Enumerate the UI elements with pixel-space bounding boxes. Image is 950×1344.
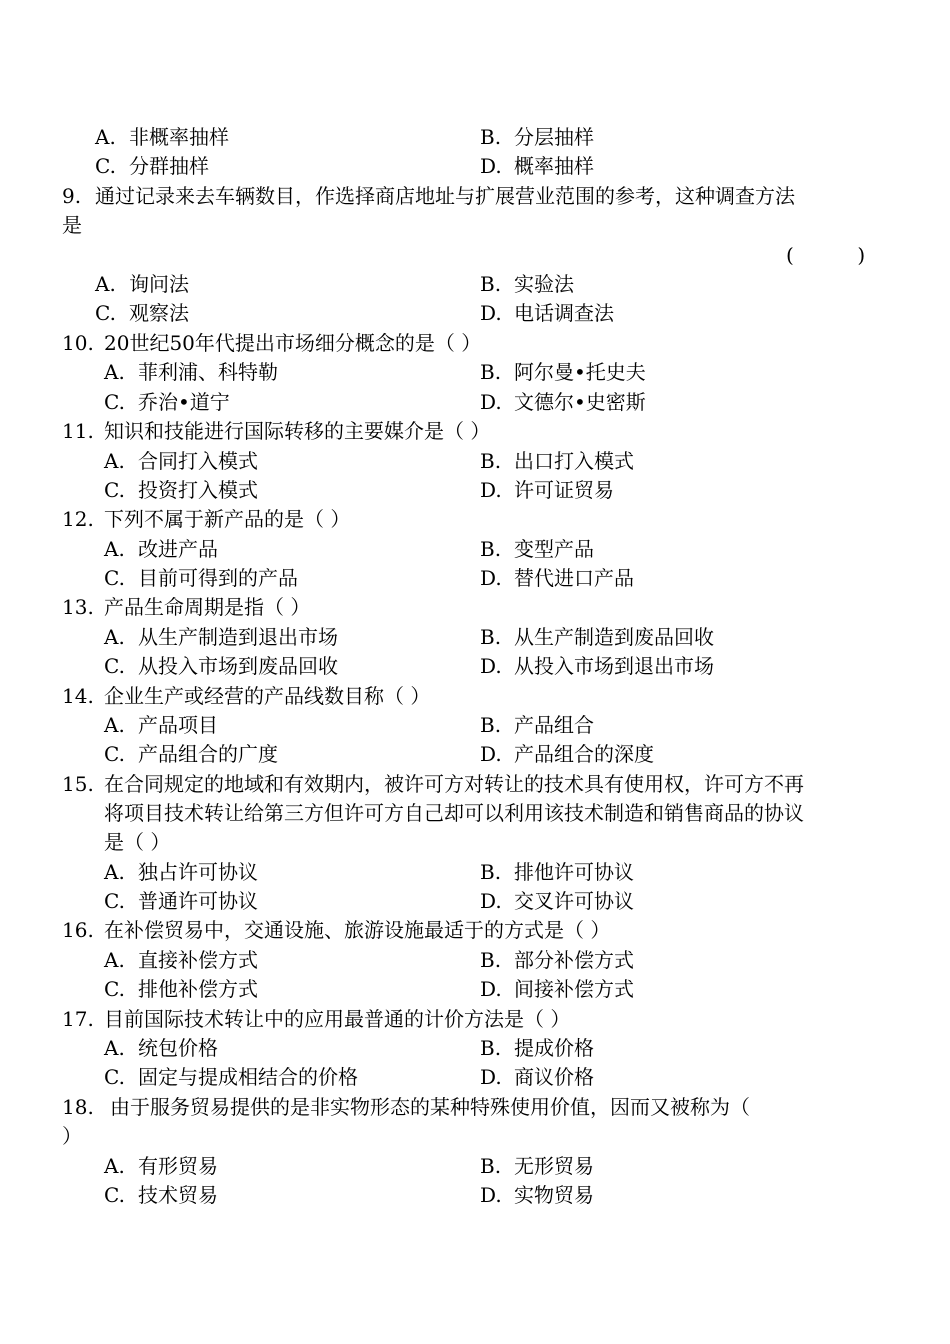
option-b: [480, 713, 594, 737]
option-c: [95, 154, 209, 178]
option-c: [104, 1183, 218, 1207]
question-text: 目前国际技术转让中的应用最普通的计价方法是（ ）: [104, 1007, 571, 1031]
option-text: 交叉许可协议: [514, 889, 634, 913]
option-text: 产品项目: [138, 713, 218, 737]
option-c: [104, 654, 338, 678]
option-letter: C.: [104, 1065, 125, 1089]
option-a: [104, 1154, 218, 1178]
option-letter: D.: [480, 742, 502, 766]
question-text: 在合同规定的地域和有效期内，被许可方对转让的技术具有使用权，许可方不再: [104, 772, 804, 796]
option-text: 观察法: [129, 301, 189, 325]
option-letter: B.: [480, 125, 502, 149]
option-d: [480, 478, 614, 502]
question-number: 11.: [62, 419, 94, 443]
option-text: 有形贸易: [138, 1154, 218, 1178]
question-text: 由于服务贸易提供的是非实物形态的某种特殊使用价值，因而又被称为（: [110, 1095, 750, 1119]
question-number: 14.: [62, 684, 94, 708]
option-text: 实验法: [514, 272, 574, 296]
question-number: 10.: [62, 331, 94, 355]
option-letter: B.: [480, 860, 502, 884]
option-letter: A.: [104, 948, 125, 972]
option-text: 非概率抽样: [129, 125, 229, 149]
option-letter: A.: [104, 360, 125, 384]
question-text: 是（ ）: [104, 830, 171, 854]
option-text: 独占许可协议: [138, 860, 258, 884]
option-letter: C.: [104, 977, 125, 1001]
question-number: 15.: [62, 772, 94, 796]
option-b: [480, 360, 646, 384]
option-c: [104, 390, 230, 414]
option-a: [104, 1036, 218, 1060]
option-letter: D.: [480, 566, 502, 590]
option-letter: A.: [104, 1154, 125, 1178]
option-d: [480, 1183, 594, 1207]
option-letter: D.: [480, 977, 502, 1001]
option-letter: A.: [104, 1036, 125, 1060]
option-b: [480, 125, 594, 149]
option-text: 从生产制造到废品回收: [514, 625, 714, 649]
option-text: 产品组合的广度: [138, 742, 278, 766]
option-letter: A.: [104, 537, 125, 561]
option-letter: A.: [104, 713, 125, 737]
option-letter: B.: [480, 713, 502, 737]
question-number: 13.: [62, 595, 94, 619]
question-text: 通过记录来去车辆数目，作选择商店地址与扩展营业范围的参考，这种调查方法: [95, 184, 795, 208]
option-b: [480, 860, 634, 884]
option-letter: A.: [104, 625, 125, 649]
question-text: ）: [62, 1124, 82, 1148]
option-letter: D.: [480, 301, 502, 325]
option-a: [104, 860, 258, 884]
option-d: [480, 301, 614, 325]
option-a: [95, 125, 229, 149]
question-number: 9.: [62, 184, 82, 208]
question-text: 产品生命周期是指（ ）: [104, 595, 311, 619]
option-letter: C.: [104, 390, 125, 414]
option-letter: D.: [480, 889, 502, 913]
option-d: [480, 566, 634, 590]
option-text: 文德尔•史密斯: [514, 390, 646, 414]
question-text: 20世纪50年代提出市场细分概念的是（ ）: [104, 331, 482, 355]
option-text: 产品组合的深度: [514, 742, 654, 766]
question-number: 16.: [62, 918, 94, 942]
option-text: 技术贸易: [138, 1183, 218, 1207]
option-b: [480, 1036, 594, 1060]
option-text: 部分补偿方式: [514, 948, 634, 972]
option-c: [104, 889, 258, 913]
answer-blank: ( ): [786, 243, 866, 267]
option-letter: B.: [480, 948, 502, 972]
question-number: 17.: [62, 1007, 94, 1031]
option-a: [104, 449, 258, 473]
option-b: [480, 1154, 594, 1178]
option-c: [95, 301, 189, 325]
option-text: 排他补偿方式: [138, 977, 258, 1001]
option-letter: C.: [104, 478, 125, 502]
option-letter: C.: [95, 154, 116, 178]
option-b: [480, 948, 634, 972]
option-d: [480, 390, 646, 414]
option-text: 许可证贸易: [514, 478, 614, 502]
option-text: 产品组合: [514, 713, 594, 737]
option-text: 固定与提成相结合的价格: [138, 1065, 358, 1089]
option-text: 分层抽样: [514, 125, 594, 149]
option-letter: A.: [95, 272, 116, 296]
option-letter: D.: [480, 478, 502, 502]
option-letter: C.: [104, 654, 125, 678]
option-letter: D.: [480, 654, 502, 678]
option-a: [104, 948, 258, 972]
option-text: 电话调查法: [514, 301, 614, 325]
option-text: 阿尔曼•托史夫: [514, 360, 646, 384]
option-text: 从投入市场到退出市场: [514, 654, 714, 678]
option-c: [104, 742, 278, 766]
option-text: 变型产品: [514, 537, 594, 561]
option-a: [104, 625, 338, 649]
question-text: 知识和技能进行国际转移的主要媒介是（ ）: [104, 419, 491, 443]
option-text: 商议价格: [514, 1065, 594, 1089]
option-text: 排他许可协议: [514, 860, 634, 884]
option-b: [480, 537, 594, 561]
option-letter: C.: [104, 1183, 125, 1207]
option-letter: A.: [95, 125, 116, 149]
option-letter: C.: [104, 742, 125, 766]
option-b: [480, 625, 714, 649]
option-letter: D.: [480, 1065, 502, 1089]
option-d: [480, 1065, 594, 1089]
option-letter: C.: [104, 889, 125, 913]
option-text: 替代进口产品: [514, 566, 634, 590]
option-text: 直接补偿方式: [138, 948, 258, 972]
question-text: 下列不属于新产品的是（ ）: [104, 507, 351, 531]
option-letter: C.: [95, 301, 116, 325]
option-text: 无形贸易: [514, 1154, 594, 1178]
option-d: [480, 154, 594, 178]
option-text: 菲利浦、科特勒: [138, 360, 278, 384]
option-d: [480, 654, 714, 678]
question-text: 企业生产或经营的产品线数目称（ ）: [104, 684, 431, 708]
option-letter: B.: [480, 1154, 502, 1178]
question-text: 在补偿贸易中，交通设施、旅游设施最适于的方式是（ ）: [104, 918, 611, 942]
option-letter: B.: [480, 1036, 502, 1060]
option-letter: D.: [480, 1183, 502, 1207]
option-text: 投资打入模式: [138, 478, 258, 502]
question-number: 12.: [62, 507, 94, 531]
option-d: [480, 889, 634, 913]
option-text: 统包价格: [138, 1036, 218, 1060]
question-text: 是: [62, 213, 82, 237]
option-text: 目前可得到的产品: [138, 566, 298, 590]
option-b: [480, 449, 634, 473]
option-text: 从投入市场到废品回收: [138, 654, 338, 678]
option-a: [95, 272, 189, 296]
option-text: 概率抽样: [514, 154, 594, 178]
question-number: 18.: [62, 1095, 94, 1119]
option-text: 从生产制造到退出市场: [138, 625, 338, 649]
option-c: [104, 478, 258, 502]
option-text: 合同打入模式: [138, 449, 258, 473]
option-letter: B.: [480, 537, 502, 561]
option-c: [104, 977, 258, 1001]
option-letter: B.: [480, 360, 502, 384]
option-letter: D.: [480, 390, 502, 414]
option-text: 提成价格: [514, 1036, 594, 1060]
option-letter: A.: [104, 449, 125, 473]
option-b: [480, 272, 574, 296]
option-letter: A.: [104, 860, 125, 884]
option-letter: B.: [480, 272, 502, 296]
question-text: 将项目技术转让给第三方但许可方自己却可以利用该技术制造和销售商品的协议: [104, 801, 804, 825]
option-letter: B.: [480, 449, 502, 473]
option-letter: C.: [104, 566, 125, 590]
option-c: [104, 1065, 358, 1089]
option-a: [104, 360, 278, 384]
option-d: [480, 742, 654, 766]
option-text: 询问法: [129, 272, 189, 296]
option-text: 普通许可协议: [138, 889, 258, 913]
option-text: 改进产品: [138, 537, 218, 561]
option-d: [480, 977, 634, 1001]
option-c: [104, 566, 298, 590]
option-text: 乔治•道宁: [138, 390, 230, 414]
option-text: 出口打入模式: [514, 449, 634, 473]
option-text: 实物贸易: [514, 1183, 594, 1207]
option-letter: D.: [480, 154, 502, 178]
option-text: 间接补偿方式: [514, 977, 634, 1001]
option-letter: B.: [480, 625, 502, 649]
option-a: [104, 537, 218, 561]
option-text: 分群抽样: [129, 154, 209, 178]
option-a: [104, 713, 218, 737]
